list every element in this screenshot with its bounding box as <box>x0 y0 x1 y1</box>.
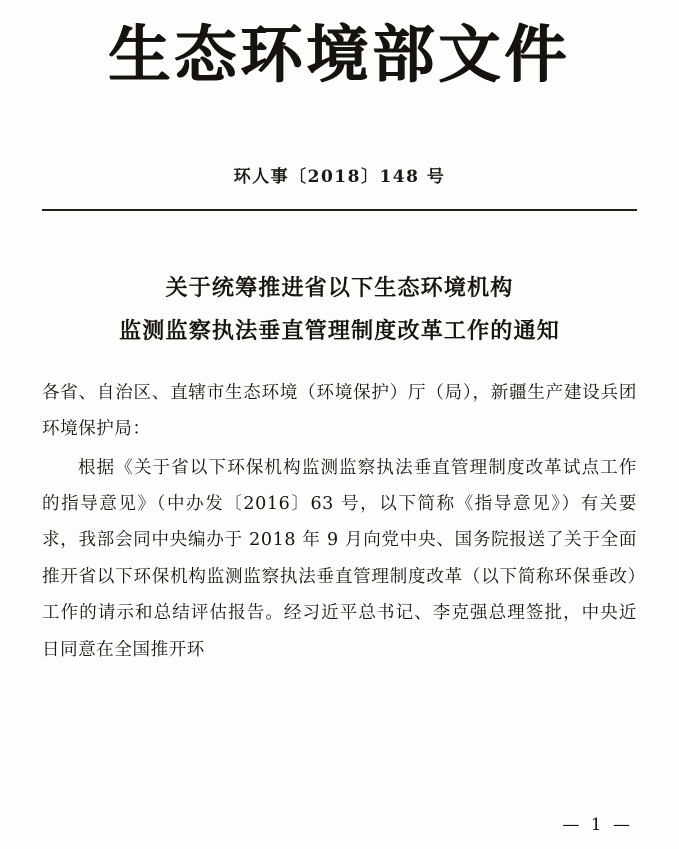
page-number: — 1 — <box>562 815 633 835</box>
document-number: 环人事〔2018〕148 号 <box>233 167 446 187</box>
masthead-title: 生态环境部文件 <box>108 18 571 91</box>
header-divider-rule <box>42 209 637 211</box>
document-number-area <box>42 162 637 187</box>
masthead <box>42 0 637 104</box>
document-body <box>42 375 637 668</box>
document-title-line-2: 监测监察执法垂直管理制度改革工作的通知 <box>119 317 560 344</box>
body-paragraph-1: 根据《关于省以下环保机构监测监察执法垂直管理制度改革试点工作的指导意见》（中办发〔2016〕63 号，以下简称《指导意见》）有关要求，我部会同中央编办于 2018 年 9 月向党中央、国务院报送了关于全面推开省以下环保机构监测监察执法垂直管理制度改革（以下简称环保垂改）工作的请示和总结评估报告。经习近平总书记、李克强总理签批，中央近日同意在全国推开环 <box>42 457 637 660</box>
body-paragraph-recipients: 各省、自治区、直辖市生态环境（环境保护）厅（局），新疆生产建设兵团环境保护局： <box>42 382 637 440</box>
document-title-line-1: 关于统筹推进省以下生态环境机构 <box>165 275 514 301</box>
document-title <box>42 267 637 353</box>
